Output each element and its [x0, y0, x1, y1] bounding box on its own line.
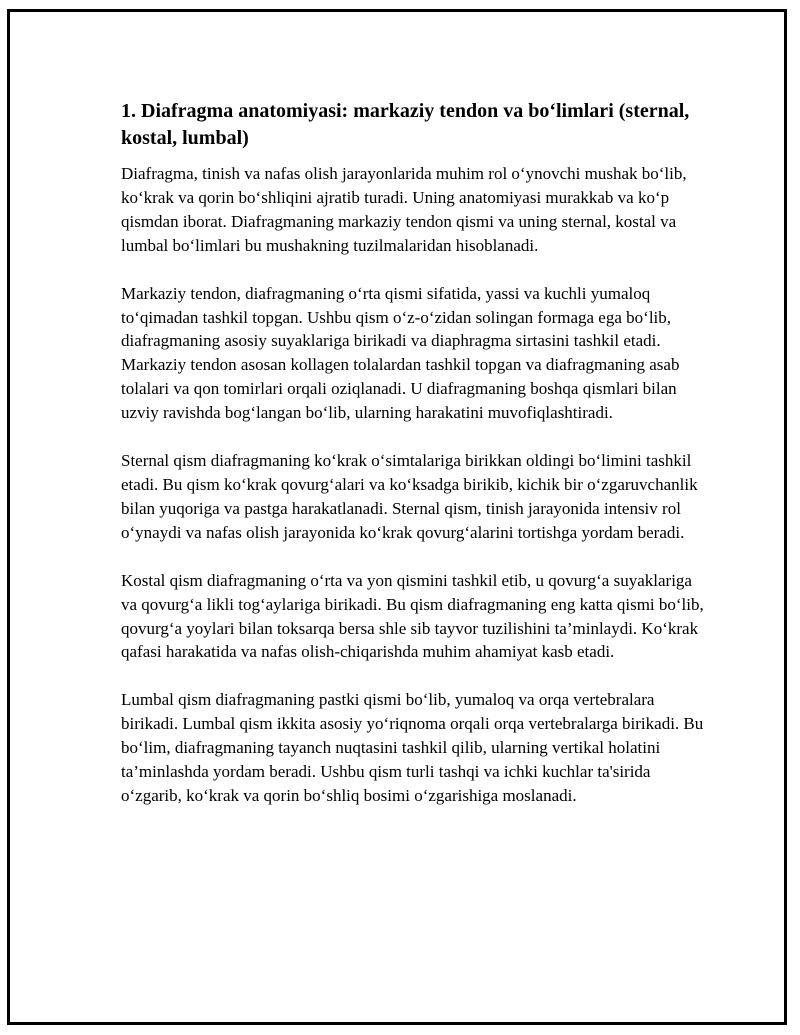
document-title: 1. Diafragma anatomiyasi: markaziy tendon va bo‘limlari (sternal, kostal, lumbal) [121, 100, 690, 149]
paragraph-lumbar-part: Lumbal qism diafragmaning pastki qismi bo‘lib, yumaloq va orqa vertebralara birikadi. Lumbal qism ikkita asosiy yo‘riqnoma orqali orqa vertebralarga birikadi. Bu bo‘lim, diafragmaning tayanch nuqtasini tashkil qilib, ularning vertikal holatini ta’minlashda yordam beradi. Ushbu qism turli tashqi va ichki kuchlar ta'sirida o‘zgarib, ko‘krak va qorin bo‘shliq bosimi o‘zgarishiga moslanadi. [121, 690, 704, 805]
paragraph-central-tendon: Markaziy tendon, diafragmaning o‘rta qismi sifatida, yassi va kuchli yumaloq to‘qimadan tashkil topgan. Ushbu qism o‘z-o‘zidan solingan formaga ega bo‘lib, diafragmaning asosiy suyaklariga birikadi va diaphragma sirtasini tashkil etadi. Markaziy tendon asosan kollagen tolalardan tashkil topgan va diafragmaning asab tolalari va qon tomirlari orqali oziqlanadi. U diafragmaning boshqa qismlari bilan uzviy ravishda bog‘langan bo‘lib, ularning harakatini muvofiqlashtiradi. [121, 283, 680, 423]
paragraph-sternal-part: Sternal qism diafragmaning ko‘krak o‘simtalariga birikkan oldingi bo‘limini tashkil etadi. Bu qism ko‘krak qovurg‘alari va ko‘ksadga birikib, kichik bir o‘zgaruvchanlik bilan yuqoriga va pastga harakatlanadi. Sternal qism, tinish jarayonida intensiv rol o‘ynaydi va nafas olish jarayonida ko‘krak qovurg‘alarini tortishga yordam beradi. [121, 451, 698, 542]
page-frame [7, 9, 787, 1025]
paragraph-costal-part: Kostal qism diafragmaning o‘rta va yon qismini tashkil etib, u qovurg‘a suyaklariga va qovurg‘a likli tog‘aylariga birikadi. Bu qism diafragmaning eng katta qismi bo‘lib, qovurg‘a yoylari bilan toksarqa bersa shle sib tayvor tuzilishini ta’minlaydi. Ko‘krak qafasi harakatida va nafas olish-chiqarishda muhim ahamiyat kasb etadi. [121, 570, 704, 662]
paragraph-intro: Diafragma, tinish va nafas olish jarayonlarida muhim rol o‘ynovchi mushak bo‘lib, ko‘krak va qorin bo‘shliqini ajratib turadi. Uning anatomiyasi murakkab va ko‘p qismdan iborat. Diafragmaning markaziy tendon qismi va uning sternal, kostal va lumbal bo‘limlari bu mushakning tuzilmalaridan hisoblanadi. [121, 164, 687, 255]
document-body [121, 98, 706, 832]
